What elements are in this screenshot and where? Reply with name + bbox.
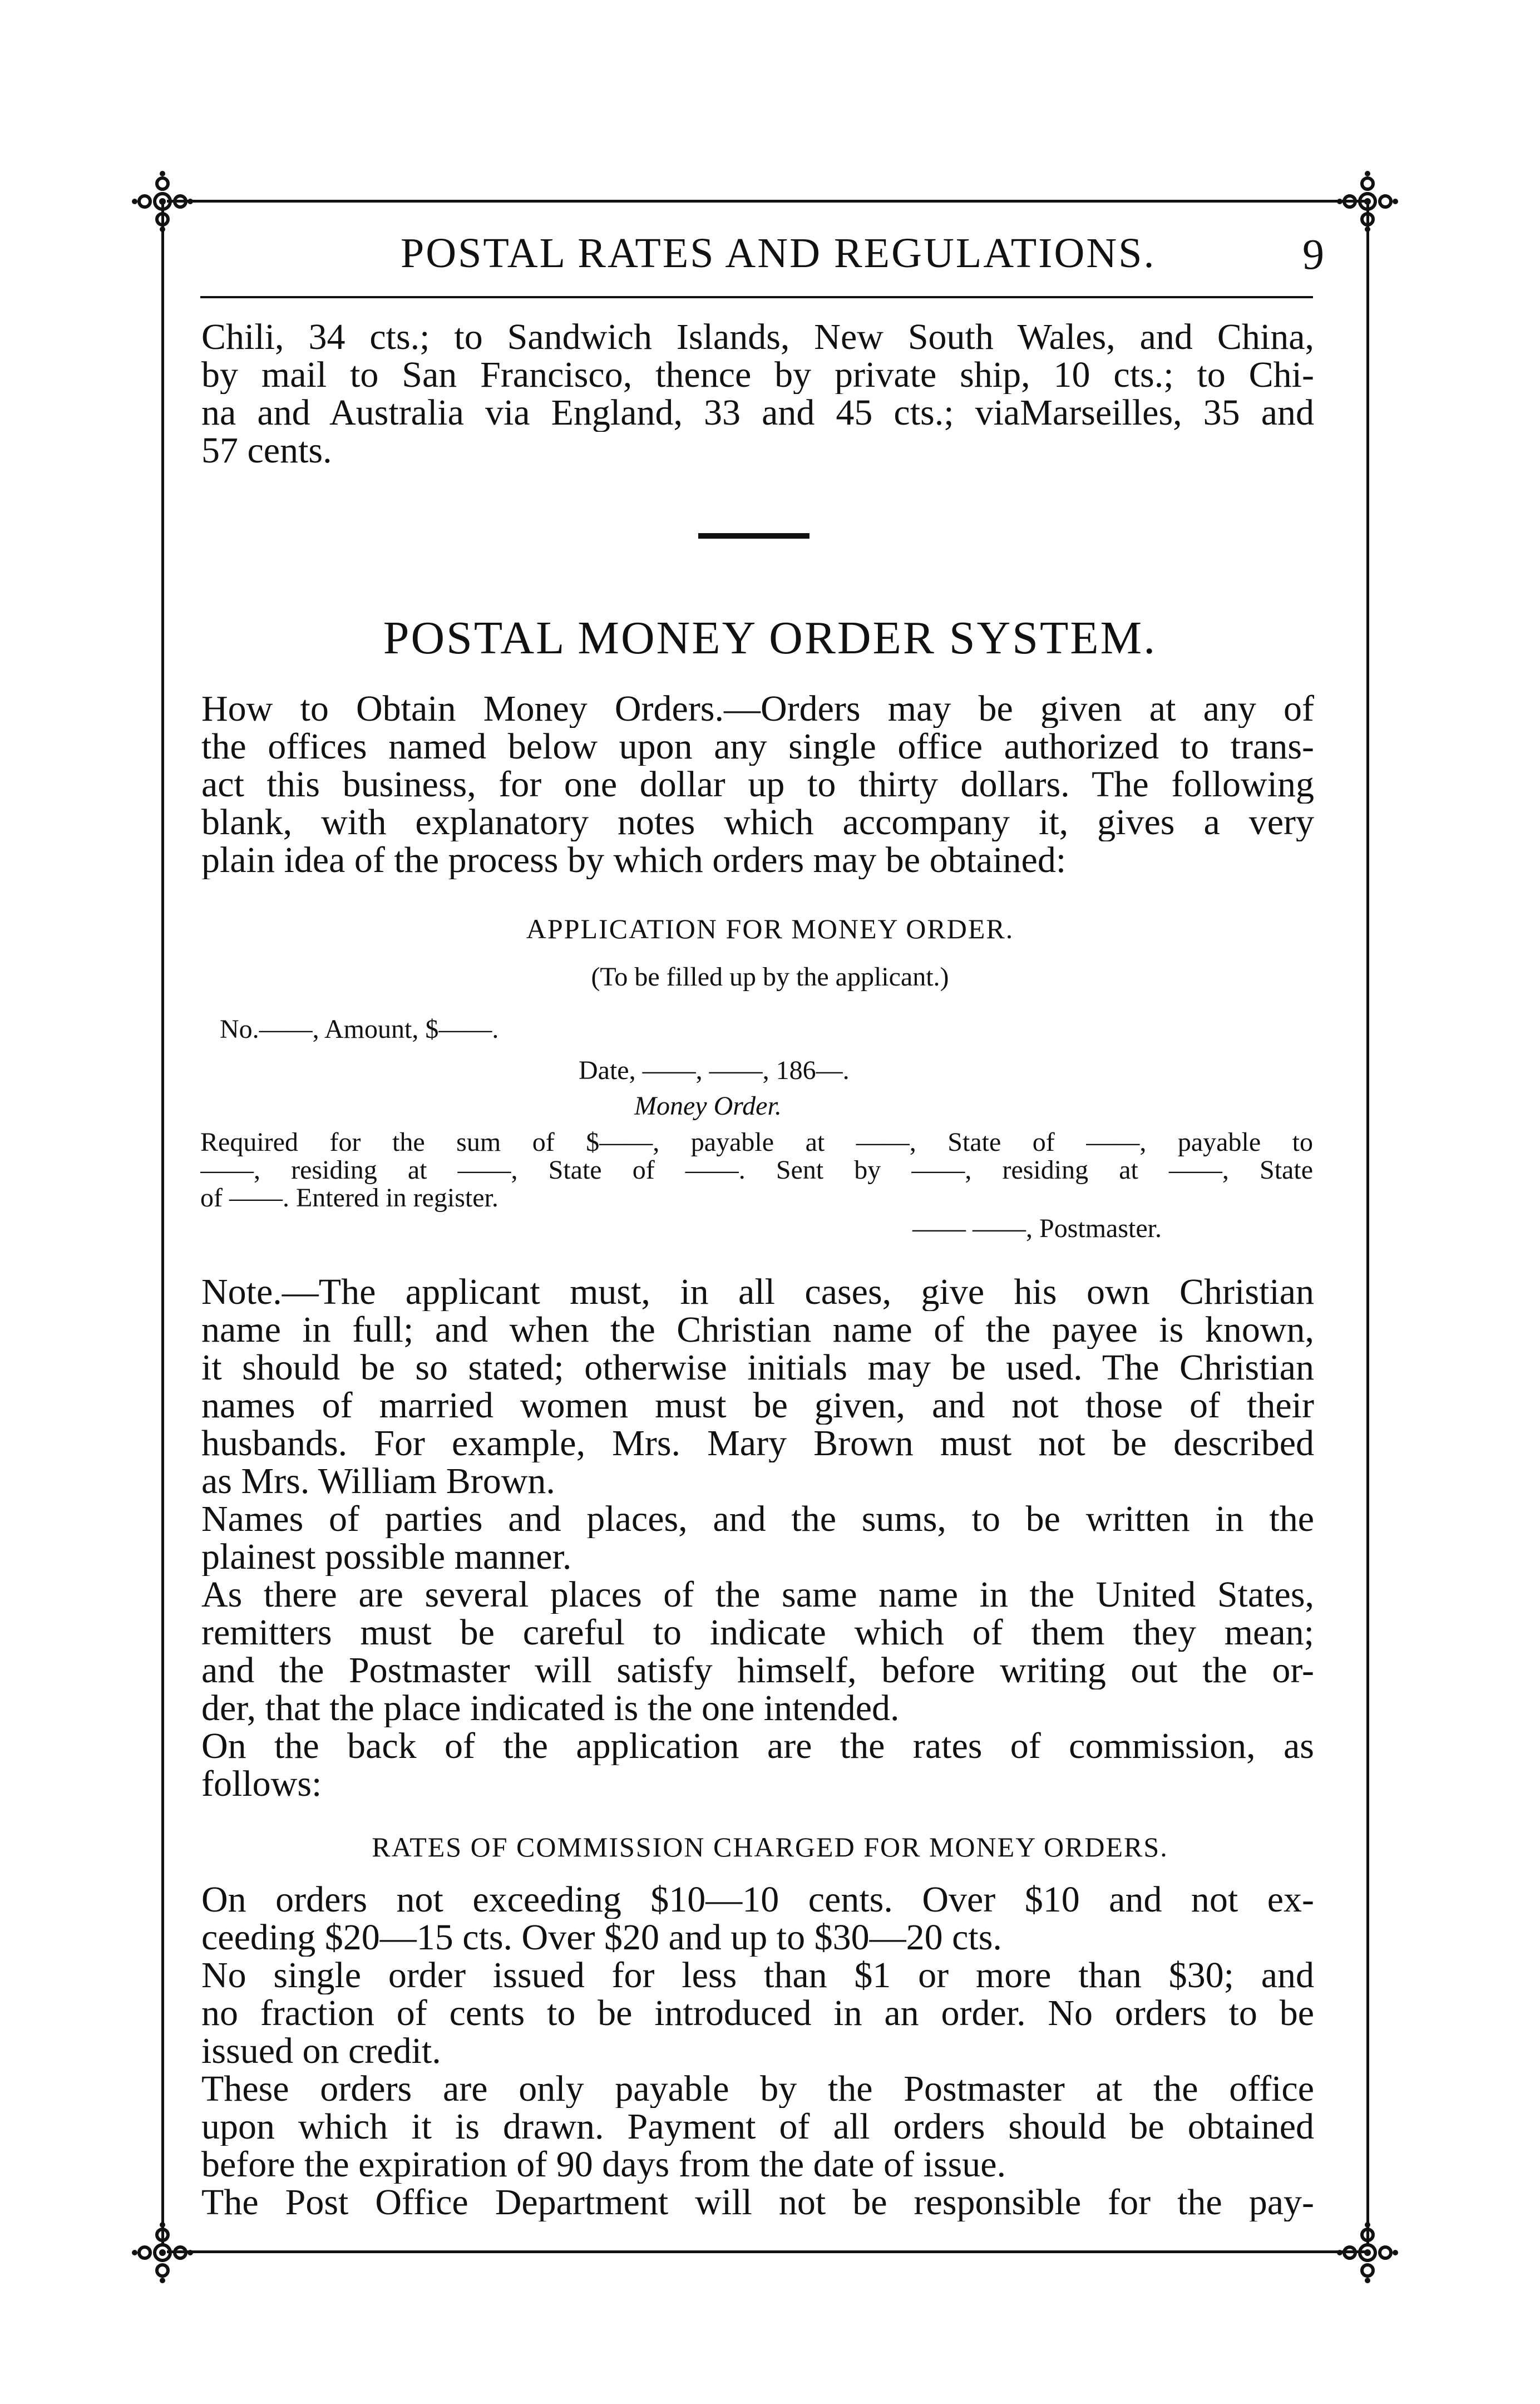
text-line: issued on credit. [201, 2032, 441, 2070]
corner-ornament-bottom-right [1334, 2219, 1401, 2286]
text-line: How to Obtain Money Orders.—Orders may be given at any of [201, 690, 1314, 728]
rates-paragraph [201, 1881, 1314, 2221]
money-order-label: Money Order. [634, 1091, 782, 1121]
text-line: On orders not exceeding $10—10 cents. Over $10 and not ex- [201, 1881, 1314, 1919]
how-to-paragraph [201, 690, 1314, 879]
frame-left-rule [161, 203, 164, 2247]
application-title: APPLICATION FOR MONEY ORDER. [526, 913, 1014, 944]
text-line: On the back of the application are the rates of commission, as [201, 1727, 1314, 1765]
text-line: it should be so stated; otherwise initials may be used. The Christian [201, 1349, 1314, 1387]
text-line: As there are several places of the same name in the United States, [201, 1576, 1314, 1614]
text-line: name in full; and when the Christian name of the payee is known, [201, 1311, 1314, 1349]
text-line: Note.—The applicant must, in all cases, give his own Christian [201, 1273, 1314, 1311]
text-line: and the Postmaster will satisfy himself, before writing out the or- [201, 1652, 1314, 1689]
note-paragraph [201, 1273, 1314, 1803]
postmaster-line: —— ——, Postmaster. [912, 1214, 1162, 1243]
intro-paragraph [201, 318, 1314, 470]
corner-ornament-bottom-left [129, 2219, 196, 2286]
text-line: the offices named below upon any single office authorized to trans- [201, 728, 1314, 766]
corner-ornament-top-right [1334, 168, 1401, 235]
text-line: names of married women must be given, and not those of their [201, 1387, 1314, 1425]
section-divider [698, 533, 810, 539]
page-number: 9 [1302, 230, 1324, 278]
page-header [200, 229, 1324, 290]
text-line: 57 cents. [201, 432, 332, 470]
text-line: No single order issued for less than $1 or more than $30; and [201, 1957, 1314, 1994]
text-line: no fraction of cents to be introduced in an order. No orders to be [201, 1994, 1314, 2032]
text-line: plain idea of the process by which orders may be obtained: [201, 841, 1067, 879]
form-text-line: of ——. Entered in register. [200, 1184, 498, 1212]
running-title: POSTAL RATES AND REGULATIONS. [401, 230, 1156, 277]
required-sum-block [200, 1129, 1313, 1212]
section-title: POSTAL MONEY ORDER SYSTEM. [383, 612, 1157, 664]
corner-ornament-top-left [129, 168, 196, 235]
text-line: der, that the place indicated is the one intended. [201, 1689, 900, 1727]
text-line: act this business, for one dollar up to thirty dollars. The following [201, 766, 1314, 804]
form-text-line: Required for the sum of $——, payable at ——, State of ——, payable to [200, 1129, 1313, 1156]
text-line: upon which it is drawn. Payment of all orders should be obtained [201, 2108, 1314, 2146]
text-line: The Post Office Department will not be responsible for the pay- [201, 2184, 1314, 2221]
header-rule [200, 296, 1313, 298]
text-line: as Mrs. William Brown. [201, 1462, 555, 1500]
text-line: before the expiration of 90 days from the date of issue. [201, 2146, 1006, 2184]
date-line: Date, ——, ——, 186—. [579, 1056, 850, 1085]
text-line: by mail to San Francisco, thence by private ship, 10 cts.; to Chi- [201, 356, 1314, 394]
frame-right-rule [1366, 203, 1369, 2247]
form-text-line: ——, residing at ——, State of ——. Sent by ——, residing at ——, State [200, 1156, 1313, 1184]
text-line: na and Australia via England, 33 and 45 cts.; viaMarseilles, 35 and [201, 394, 1314, 432]
text-line: Chili, 34 cts.; to Sandwich Islands, New South Wales, and China, [201, 318, 1314, 356]
text-line: husbands. For example, Mrs. Mary Brown must not be described [201, 1425, 1314, 1462]
rates-title: RATES OF COMMISSION CHARGED FOR MONEY ORDERS. [372, 1831, 1168, 1863]
text-line: Names of parties and places, and the sums, to be written in the [201, 1500, 1314, 1538]
application-subtitle: (To be filled up by the applicant.) [591, 962, 949, 992]
frame-bottom-rule [167, 2250, 1368, 2253]
number-amount-line: No.——, Amount, $——. [220, 1014, 499, 1044]
text-line: blank, with explanatory notes which accompany it, gives a very [201, 804, 1314, 841]
text-line: remitters must be careful to indicate which of them they mean; [201, 1614, 1314, 1652]
text-line: follows: [201, 1765, 322, 1803]
text-line: plainest possible manner. [201, 1538, 572, 1576]
text-line: ceeding $20—15 cts. Over $20 and up to $30—20 cts. [201, 1919, 1002, 1957]
frame-top-rule [167, 200, 1368, 203]
text-line: These orders are only payable by the Postmaster at the office [201, 2070, 1314, 2108]
